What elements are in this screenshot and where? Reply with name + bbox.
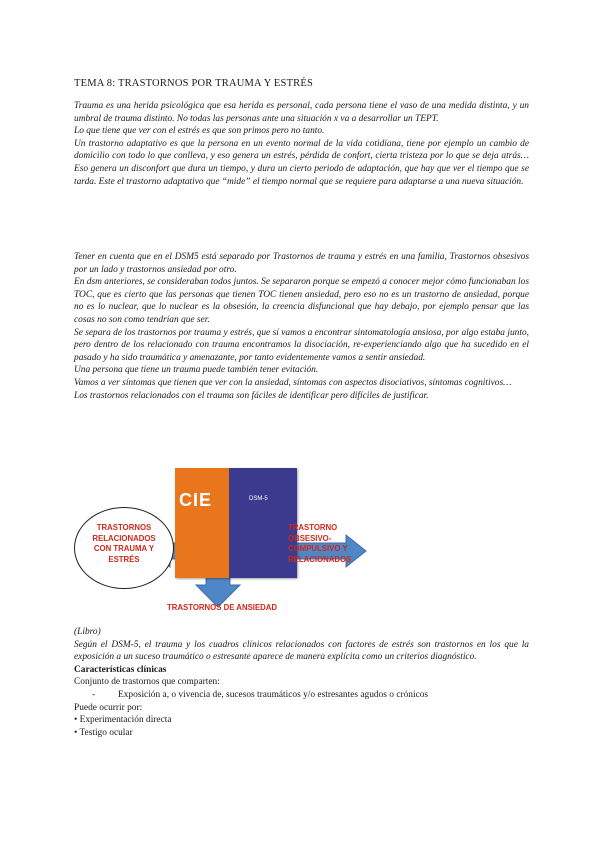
libro-paragraph: Según el DSM-5, el trauma y los cuadros clínicos relacionados con factores de estrés son trastornos en los que la exposición a un suceso traumático o estresante aparece de manera explícita como un criterios diagnóstico. xyxy=(74,639,529,663)
paragraph: Lo que tiene que ver con el estrés es que son primos pero no tanto. xyxy=(74,126,325,137)
paragraph: Los trastornos relacionados con el trauma son fáciles de identificar pero difíciles de justificar. xyxy=(74,390,429,401)
dsm-cover-title: DSM-5 xyxy=(249,496,268,502)
bullet-item: • Experimentación directa xyxy=(74,715,172,726)
intro-section xyxy=(74,100,529,188)
paragraph: Trauma es una herida psicológica que esa herida es personal, cada persona tiene el vaso de una medida distinta, y un umbral de trauma distinto. No todas las personas ante una situación x va a desarrollar un TEPT. xyxy=(74,101,529,124)
ansiedad-label: TRASTORNOS DE ANSIEDAD xyxy=(167,603,278,612)
toc-label: TRASTORNO OBSESIVO-COMPULSIVO Y RELACIONADOS xyxy=(288,523,352,564)
paragraph: Una persona que tiene un trauma puede también tener evitación. xyxy=(74,365,319,376)
trauma-label: TRASTORNOS RELACIONADOS CON TRAUMA Y ESTRÉS xyxy=(92,523,156,564)
libro-heading: (Libro) xyxy=(74,627,101,637)
paragraph: Un trastorno adaptativo es que la persona en un evento normal de la vida cotidiana, tiene por ejemplo un cambio de domicilio con todo lo que conlleva, y eso genera un estrés, pérdida de confort, cierta tristeza por lo que se deja atrás… Eso genera un disconfort que dura un tiempo, y dura un cierto periodo de adaptación, que hay que ver el tiempo que se tarda. Este el trastorno adaptativo que “mide” el tiempo normal que se requiere para adaptarse a una nueva situación. xyxy=(74,138,529,187)
caracteristicas-heading: Características clínicas xyxy=(74,664,167,675)
caracteristicas-intro: Conjunto de trastornos que comparten: xyxy=(74,677,220,688)
page-title: TEMA 8: TRASTORNOS POR TRAUMA Y ESTRÉS xyxy=(74,78,314,89)
cie-cover-title: CIE xyxy=(179,490,213,510)
list-item-text: Exposición a, o vivencia de, sucesos traumáticos y/o estresantes agudos o crónicos xyxy=(118,689,429,700)
dsm-cover xyxy=(229,468,297,578)
puede-text: Puede ocurrir por: xyxy=(74,702,143,713)
dash-marker: - xyxy=(92,689,96,700)
paragraph: Vamos a ver síntomas que tienen que ver con la ansiedad, síntomas con aspectos disociativos, síntomas cognitivos… xyxy=(74,377,512,388)
cie-cover xyxy=(175,468,229,578)
paragraph: Se separa de los trastornos por trauma y estrés, que sí vamos a encontrar sintomatología ansiosa, por algo estaba junto, pero dentro de los relacionado con trauma encontramos la disociación, re-experienciando algo que ha sucedido en el pasado y ha sido traumática y amenazante, por tanto evidentemente vamos a sentir ansiedad. xyxy=(74,327,529,363)
dsm-section xyxy=(74,251,529,402)
book-covers-image xyxy=(175,468,297,578)
bullet-item: • Testigo ocular xyxy=(74,727,133,738)
paragraph: En dsm anteriores, se consideraban todos juntos. Se separaron porque se empezó a conocer mejor cómo funcionaban los TOC, que es cierto que las personas que tienen TOC tienen ansiedad, pero eso no es un trastorno de ansiedad, porque no es lo nuclear, que lo nuclear es la obsesión, la creencia disfuncional que hay debajo, por ejemplo pensar que las cosas no son como tendrían que ser. xyxy=(74,277,529,325)
lower-section xyxy=(74,626,529,739)
list-item xyxy=(74,689,529,702)
paragraph: Tener en cuenta que en el DSM5 está separado por Trastornos de trauma y estrés en una familia, Trastornos obsesivos por un lado y trastornos ansiedad por otro. xyxy=(74,252,529,275)
classification-diagram xyxy=(74,463,529,623)
